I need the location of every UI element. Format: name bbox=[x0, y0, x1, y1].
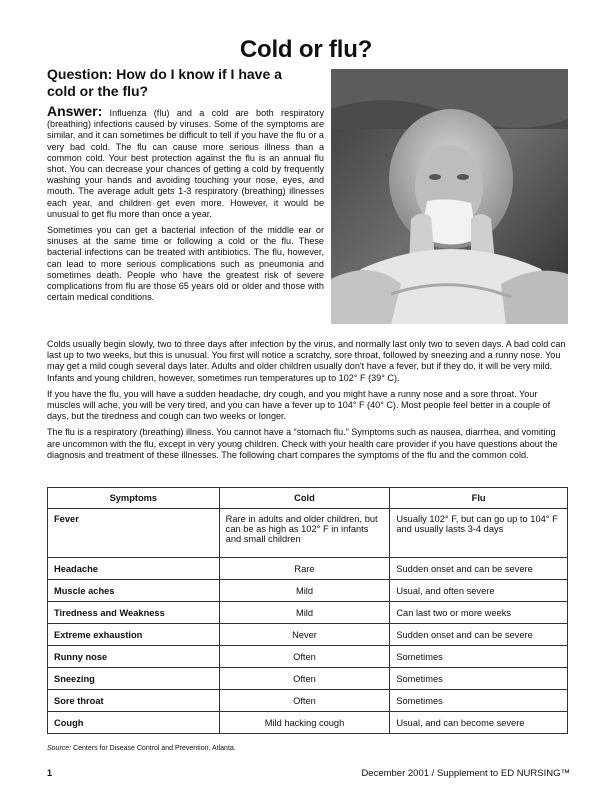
header-symptoms: Symptoms bbox=[48, 488, 220, 509]
symptom-cell: Tiredness and Weakness bbox=[48, 602, 220, 624]
woman-with-tissue-photo bbox=[331, 69, 568, 324]
source-text: Centers for Disease Control and Prevention, Atlanta. bbox=[73, 745, 236, 752]
footer-text: December 2001 / Supplement to ED NURSING™ bbox=[361, 768, 570, 779]
table-row bbox=[48, 712, 568, 734]
question-heading: Question: How do I know if I have a cold or the flu? bbox=[47, 66, 282, 99]
table-row bbox=[48, 602, 568, 624]
source-note bbox=[47, 745, 236, 752]
symptoms-table bbox=[47, 487, 568, 734]
flu-cell: Can last two or more weeks bbox=[390, 602, 568, 624]
cold-cell: Mild bbox=[219, 602, 390, 624]
flu-cell: Sometimes bbox=[390, 668, 568, 690]
table-row bbox=[48, 558, 568, 580]
cold-cell: Often bbox=[219, 668, 390, 690]
symptom-cell: Extreme exhaustion bbox=[48, 624, 220, 646]
flu-cell: Sometimes bbox=[390, 646, 568, 668]
symptom-cell: Cough bbox=[48, 712, 220, 734]
body-section bbox=[47, 339, 569, 466]
cold-cell: Never bbox=[219, 624, 390, 646]
cold-cell: Often bbox=[219, 646, 390, 668]
body-paragraph: Colds usually begin slowly, two to three days after infection by the virus, and normally last only two to seven days. A bad cold can last up to two weeks, but this is unusual. You first will notice a scratchy, sore throat, followed by sneezing and a runny nose. You may get a mild cough several days later. Adults and older children usually don't have a fever, but if they do, it will be very mild. Infants and young children, however, sometimes run temperatures up to 102° F (39° C). bbox=[47, 339, 566, 383]
page-title: Cold or flu? bbox=[239, 36, 373, 63]
flu-cell: Usually 102° F, but can go up to 104° F and usually lasts 3-4 days bbox=[390, 509, 568, 558]
header-cold: Cold bbox=[219, 488, 390, 509]
cold-cell: Rare in adults and older children, but can be as high as 102° F in infants and small children bbox=[219, 509, 390, 558]
page-number: 1 bbox=[47, 768, 53, 778]
header-flu: Flu bbox=[390, 488, 568, 509]
flu-cell: Usual, and often severe bbox=[390, 580, 568, 602]
source-label: Source: bbox=[47, 745, 72, 752]
symptom-cell: Muscle aches bbox=[48, 580, 220, 602]
table-row bbox=[48, 690, 568, 712]
table-row bbox=[48, 668, 568, 690]
symptom-cell: Fever bbox=[48, 509, 220, 558]
symptom-cell: Runny nose bbox=[48, 646, 220, 668]
flu-cell: Usual, and can become severe bbox=[390, 712, 568, 734]
symptom-cell: Sore throat bbox=[48, 690, 220, 712]
answer-section bbox=[47, 103, 324, 308]
answer-paragraph: Sometimes you can get a bacterial infection of the middle ear or sinuses at the same time or following a cold or the flu. These bacterial infections can be treated with antibiotics. The flu, however, can lead to more serious complications such as pneumonia and sometimes death. People who have the greatest risk of severe complications from flu are those 65 years old or older and those with certain medical conditions. bbox=[47, 225, 324, 303]
cold-cell: Often bbox=[219, 690, 390, 712]
table-row bbox=[48, 580, 568, 602]
answer-label: Answer: bbox=[47, 103, 103, 119]
flu-cell: Sudden onset and can be severe bbox=[390, 558, 568, 580]
table-header-row bbox=[48, 488, 568, 509]
body-paragraph: The flu is a respiratory (breathing) illness. You cannot have a “stomach flu.” Symptoms such as nausea, diarrhea, and vomiting are uncommon with the flu, except in very young children. Check with your health care provider if you have questions about the diagnosis and treatment of these illnesses. The following chart compares the symptoms of the flu and the common cold. bbox=[47, 427, 558, 460]
symptom-cell: Headache bbox=[48, 558, 220, 580]
body-paragraph: If you have the flu, you will have a sudden headache, dry cough, and you might have a runny nose and a sore throat. Your muscles will ache, you will be very tired, and you can have a fever up to 104° F (40° C). Most people feel better in a couple of days, but the tiredness and cough can two weeks or longer. bbox=[47, 388, 551, 422]
cold-cell: Mild hacking cough bbox=[219, 712, 390, 734]
symptom-cell: Sneezing bbox=[48, 668, 220, 690]
answer-paragraph-text: Influenza (flu) and a cold are both respiratory (breathing) infections caused by viruses. Some of the symptoms are similar, and it can sometimes be difficult to tell if you have the flu or a very bad cold. The flu can cause more serious illness than a common cold. Your best protection against the flu is an annual flu shot. You can decrease your chances of getting a cold by frequently washing your hands and avoiding touching your nose, eyes, and mouth. The average adult gets 1-3 respiratory (breathing) illnesses each year, and children get even more. However, it would be unusual to get flu more than once a year. bbox=[47, 108, 324, 219]
table-row bbox=[48, 646, 568, 668]
table-row bbox=[48, 509, 568, 558]
flu-cell: Sudden onset and can be severe bbox=[390, 624, 568, 646]
flu-cell: Sometimes bbox=[390, 690, 568, 712]
table-row bbox=[48, 624, 568, 646]
cold-cell: Rare bbox=[219, 558, 390, 580]
cold-cell: Mild bbox=[219, 580, 390, 602]
answer-paragraph bbox=[47, 103, 324, 220]
